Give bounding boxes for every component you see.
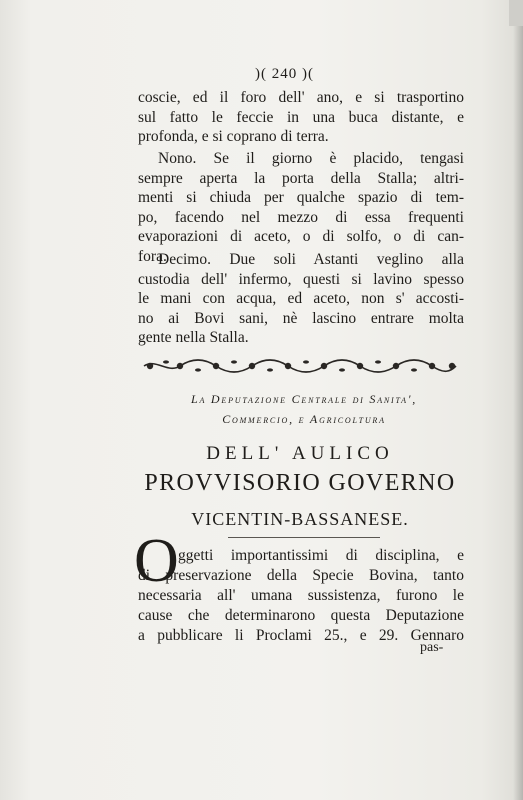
heading-line-deputazione: La Deputazione Centrale di Sanita', bbox=[190, 392, 418, 406]
paragraph-4 bbox=[138, 546, 464, 646]
text-line: di preservazione della Specie Bovina, tanto bbox=[138, 567, 464, 584]
text-line: gente nella Stalla. bbox=[138, 329, 249, 346]
paragraph-3 bbox=[138, 250, 464, 348]
text-line: a pubblicare li Proclami 25., e 29. Gennaro bbox=[138, 627, 464, 644]
text-line: profonda, e si coprano di terra. bbox=[138, 128, 329, 145]
text-line: ggetti importantissimi di disciplina, e bbox=[178, 547, 464, 564]
text-line: Nono. Se il giorno è placido, tengasi bbox=[158, 150, 464, 167]
heading-dell-aulico: DELL' AULICO bbox=[206, 443, 394, 464]
text-line: po, facendo nel mezzo di essa frequenti bbox=[138, 208, 464, 226]
heading-rule bbox=[228, 537, 380, 538]
page-edge-shadow bbox=[513, 0, 523, 800]
text-line: necessaria all' umana sussistenza, furono le bbox=[138, 587, 464, 604]
text-line: menti si chiuda per qualche spazio di tem- bbox=[138, 189, 464, 206]
paper-corner bbox=[509, 0, 523, 26]
text-line: custodia dell' infermo, questi si lavino spesso bbox=[138, 270, 464, 288]
catchword: pas- bbox=[420, 640, 444, 655]
text-line: le mani con acqua, ed aceto, non s' accosti- bbox=[138, 290, 464, 307]
text-line: sul fatto le feccie in una buca distante, e bbox=[138, 108, 464, 126]
text-line: cause che determinarono questa Deputazione bbox=[138, 607, 464, 624]
heading-line-commercio: Commercio, e Agricoltura bbox=[222, 412, 386, 426]
floral-ornament-divider bbox=[140, 356, 460, 376]
drop-cap: O bbox=[134, 527, 179, 595]
page-number-header: )( 240 )( bbox=[255, 66, 314, 82]
text-line: sempre aperta la porta della Stalla; altri- bbox=[138, 169, 464, 187]
heading-vicentin-bassanese: VICENTIN-BASSANESE. bbox=[191, 509, 409, 529]
text-line: coscie, ed il foro dell' ano, e si trasportino bbox=[138, 89, 464, 106]
text-line: Decimo. Due soli Astanti veglino alla bbox=[158, 251, 464, 268]
text-line: evaporazioni di aceto, o di solfo, o di can- bbox=[138, 228, 464, 245]
text-line: no ai Bovi sani, nè lascino entrare molta bbox=[138, 309, 464, 327]
heading-provvisorio-governo: PROVVISORIO GOVERNO bbox=[144, 470, 456, 496]
paragraph-2 bbox=[138, 149, 464, 266]
paragraph-1 bbox=[138, 88, 464, 147]
text-line: fora. bbox=[138, 247, 167, 265]
